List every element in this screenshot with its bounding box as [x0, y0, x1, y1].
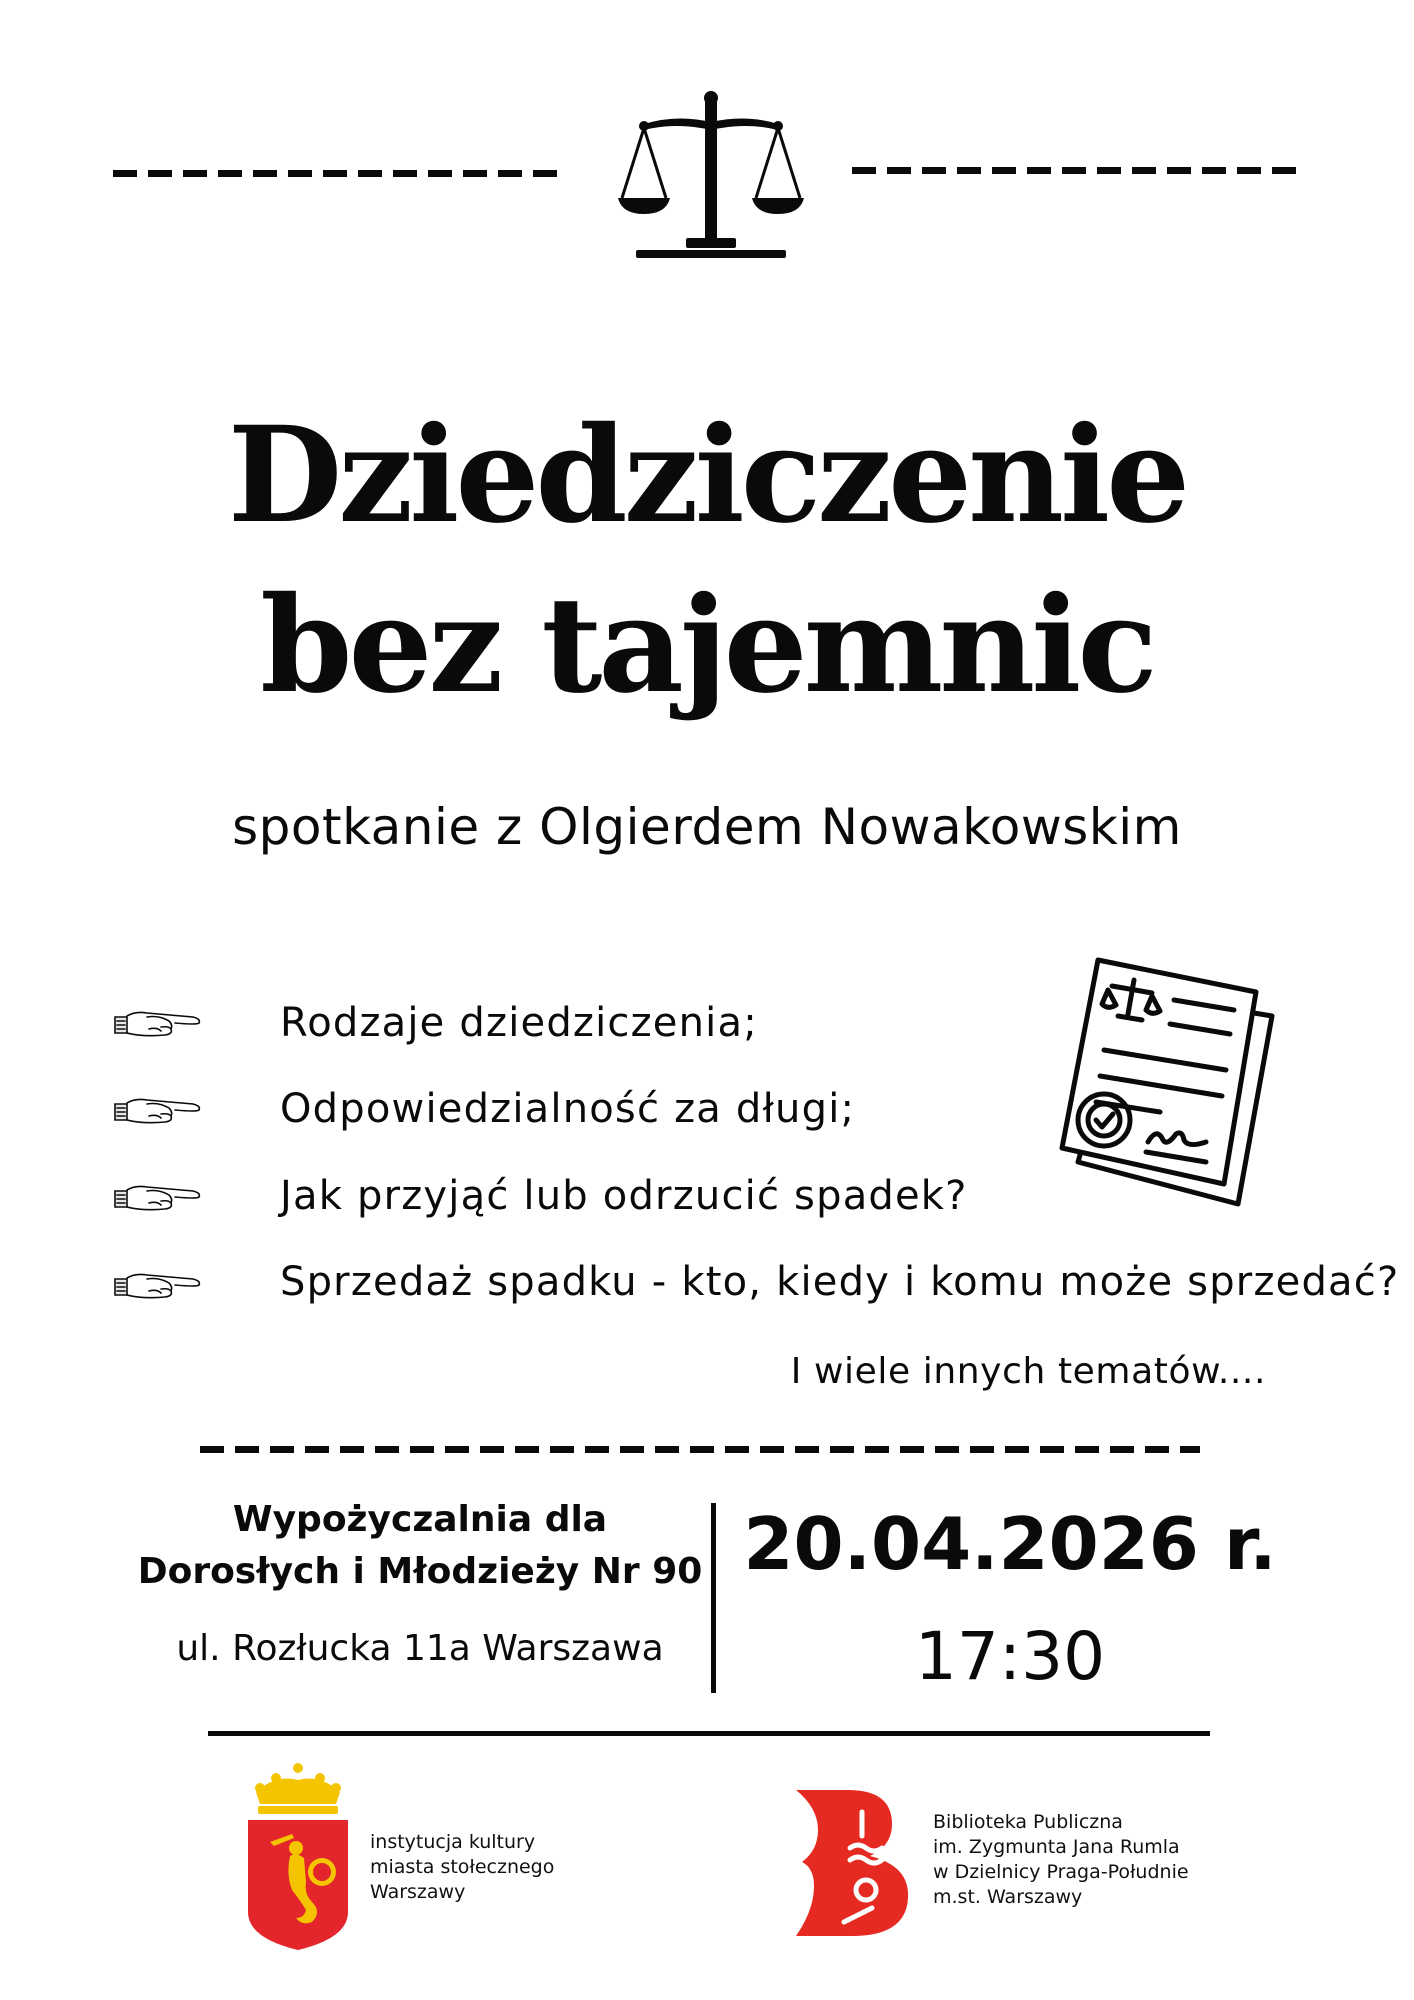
header-dash-left: [113, 170, 563, 177]
header-dash-right: [852, 167, 1302, 174]
event-time: 17:30: [914, 1618, 1106, 1695]
venue-name-line-2: Dorosłych i Młodzieży Nr 90: [137, 1551, 703, 1592]
pointing-hand-icon: [113, 1265, 203, 1305]
topic-item: Odpowiedzialność za długi;: [280, 1086, 856, 1132]
title-line-2: bez tajemnic: [260, 568, 1154, 723]
warsaw-logo-line-2: miasta stołecznego: [370, 1856, 555, 1878]
pointing-hand-icon: [113, 1090, 203, 1130]
venue-name-line-1: Wypożyczalnia dla: [232, 1499, 608, 1540]
topic-item: Rodzaje dziedziczenia;: [280, 1000, 758, 1046]
warsaw-logo-text: [370, 1830, 554, 1905]
title-line-1: Dziedziczenie: [227, 398, 1187, 553]
scales-of-justice-icon: [616, 86, 806, 266]
topic-item: Jak przyjąć lub odrzucić spadek?: [280, 1173, 968, 1219]
library-logo-line-4: m.st. Warszawy: [933, 1886, 1083, 1908]
library-b-logo-icon: [796, 1790, 910, 1936]
library-logo-line-2: im. Zygmunta Jana Rumla: [933, 1836, 1180, 1858]
library-logo-line-1: Biblioteka Publiczna: [933, 1811, 1123, 1833]
footer-rule: [208, 1731, 1210, 1736]
more-topics: I wiele innych tematów....: [790, 1351, 1266, 1392]
warsaw-logo-line-1: instytucja kultury: [370, 1831, 536, 1853]
library-logo-text: [933, 1810, 1189, 1910]
event-date: 20.04.2026 r.: [743, 1502, 1277, 1586]
library-logo-line-3: w Dzielnicy Praga-Południe: [933, 1861, 1189, 1883]
warsaw-logo-line-3: Warszawy: [370, 1881, 466, 1903]
venue-address: ul. Rozłucka 11a Warszawa: [176, 1628, 664, 1669]
vertical-divider: [711, 1503, 716, 1693]
signed-document-icon: [1056, 952, 1286, 1210]
warsaw-coat-of-arms-icon: [246, 1762, 350, 1950]
subtitle: spotkanie z Olgierdem Nowakowskim: [232, 798, 1182, 856]
topic-item: Sprzedaż spadku - kto, kiedy i komu może sprzedać?: [280, 1259, 1400, 1305]
pointing-hand-icon: [113, 1003, 203, 1043]
section-dash-divider: [200, 1446, 1200, 1453]
pointing-hand-icon: [113, 1177, 203, 1217]
